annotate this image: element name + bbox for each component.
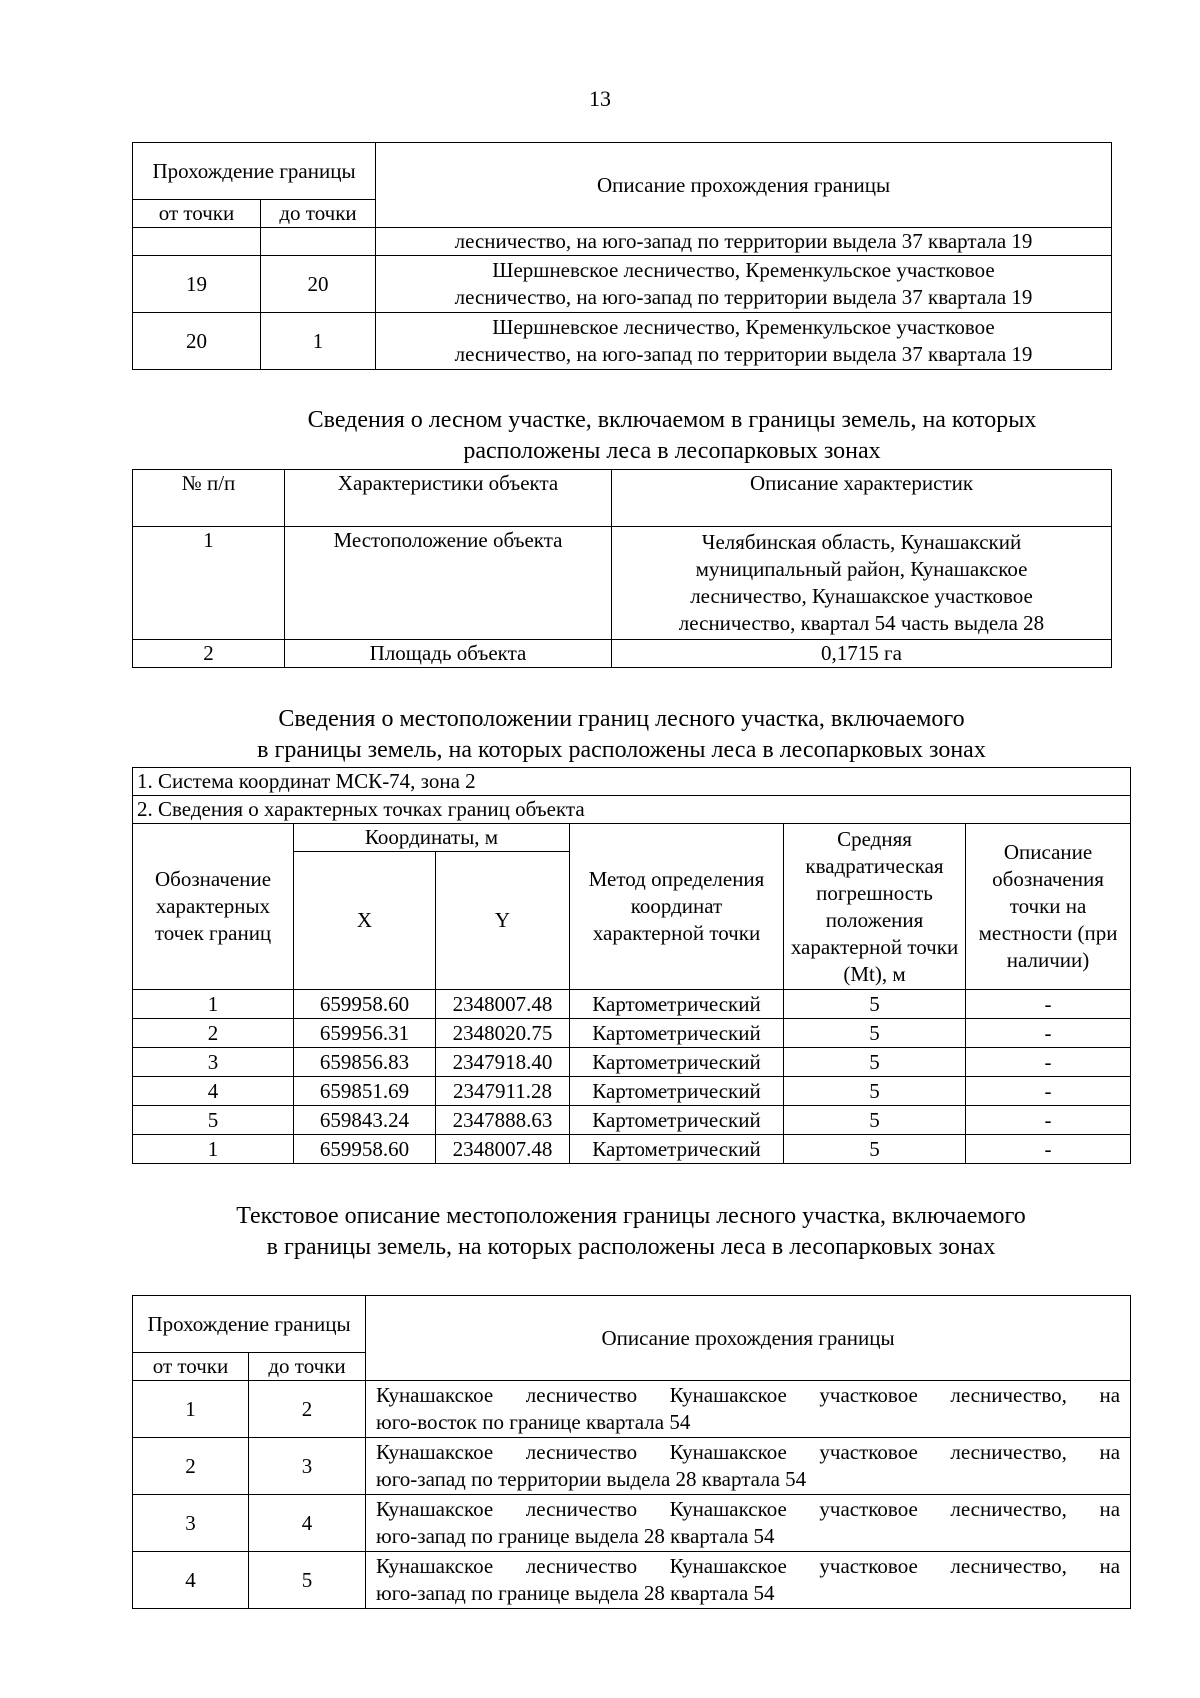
table-row: 4 659851.69 2347911.28 Картометрический 5 -: [133, 1077, 1131, 1106]
header-boundary-passage: Прохождение границы: [133, 143, 376, 200]
header-x: X: [294, 852, 436, 990]
table-row: 2 3 Кунашакское лесничество Кунашакское участковое лесничество, на юго-запад по территории выдела 28 квартала 54: [133, 1438, 1131, 1495]
row-description: Кунашакское лесничество Кунашакское участковое лесничество, на юго-запад по границе выдела 28 квартала 54: [366, 1552, 1131, 1609]
header-characteristics: Характеристики объекта: [285, 470, 612, 527]
header-to-point: до точки: [249, 1353, 366, 1381]
coordinates-table: [132, 767, 1131, 1164]
boundary-table-continued: [132, 142, 1112, 370]
boundary-description-table: [132, 1295, 1131, 1609]
table-row: 19 20 Шершневское лесничество, Кременкульское участковое лесничество, на юго-запад по территории выдела 37 квартала 19: [133, 256, 1112, 313]
table-row: 2 659956.31 2348020.75 Картометрический 5 -: [133, 1019, 1131, 1048]
header-method: Метод определения координат характерной точки: [570, 824, 784, 990]
header-designation: Обозначение характерных точек границ: [133, 824, 294, 990]
header-to-point: до точки: [261, 200, 376, 228]
table-row: 4 5 Кунашакское лесничество Кунашакское участковое лесничество, на юго-запад по границе выдела 28 квартала 54: [133, 1552, 1131, 1609]
table-row: 1 Местоположение объекта Челябинская область, Кунашакский муниципальный район, Кунашакское лесничество, Кунашакское участковое лесничество, квартал 54 часть выдела 28: [133, 527, 1112, 640]
points-info-title: 2. Сведения о характерных точках границ объекта: [133, 796, 1131, 824]
forest-plot-table: [132, 469, 1112, 668]
coordinate-system: 1. Система координат МСК-74, зона 2: [133, 768, 1131, 796]
table-row: 1 659958.60 2348007.48 Картометрический 5 -: [133, 1135, 1131, 1164]
header-description: Описание характеристик: [612, 470, 1112, 527]
header-from-point: от точки: [133, 1353, 249, 1381]
table-row: 3 659856.83 2347918.40 Картометрический 5 -: [133, 1048, 1131, 1077]
table-row: [133, 228, 1112, 256]
row-description: лесничество, на юго-запад по территории выдела 37 квартала 19: [376, 228, 1112, 256]
row-description: Кунашакское лесничество Кунашакское участковое лесничество, на юго-запад по границе выдела 28 квартала 54: [366, 1495, 1131, 1552]
header-boundary-passage: Прохождение границы: [133, 1296, 366, 1353]
header-boundary-description: Описание прохождения границы: [366, 1296, 1131, 1381]
row-description: Кунашакское лесничество Кунашакское участковое лесничество, на юго-восток по границе квартала 54: [366, 1381, 1131, 1438]
header-from-point: от точки: [133, 200, 261, 228]
header-y: Y: [436, 852, 570, 990]
row-description: Шершневское лесничество, Кременкульское участковое лесничество, на юго-запад по территории выдела 37 квартала 19: [376, 256, 1112, 313]
table-row: 1 659958.60 2348007.48 Картометрический 5 -: [133, 990, 1131, 1019]
section-title-boundary-location: Сведения о местоположении границ лесного участка, включаемого в границы земель, на которых расположены леса в лесопарковых зонах: [257, 706, 986, 763]
section-title-forest-plot: Сведения о лесном участке, включаемом в границы земель, на которых расположены леса в лесопарковых зонах: [307, 407, 1037, 464]
row-description: Кунашакское лесничество Кунашакское участковое лесничество, на юго-запад по территории выдела 28 квартала 54: [366, 1438, 1131, 1495]
section-title-text-description: Текстовое описание местоположения границы лесного участка, включаемого в границы земель, на которых расположены леса в лесопарковых зонах: [236, 1203, 1026, 1260]
table-row: 3 4 Кунашакское лесничество Кунашакское участковое лесничество, на юго-запад по границе выдела 28 квартала 54: [133, 1495, 1131, 1552]
header-boundary-description: Описание прохождения границы: [376, 143, 1112, 228]
header-number: № п/п: [133, 470, 285, 527]
header-location-description: Описание обозначения точки на местности (при наличии): [966, 824, 1131, 990]
page-number: 13: [589, 86, 611, 111]
header-coordinates: Координаты, м: [294, 824, 570, 852]
table-row: 1 2 Кунашакское лесничество Кунашакское участковое лесничество, на юго-восток по границе квартала 54: [133, 1381, 1131, 1438]
table-row: 20 1 Шершневское лесничество, Кременкульское участковое лесничество, на юго-запад по территории выдела 37 квартала 19: [133, 313, 1112, 370]
header-mean-error: Средняя квадратическая погрешность положения характерной точки (Mt), м: [784, 824, 966, 990]
table-row: 2 Площадь объекта 0,1715 га: [133, 640, 1112, 668]
table-row: 5 659843.24 2347888.63 Картометрический 5 -: [133, 1106, 1131, 1135]
row-description: Шершневское лесничество, Кременкульское участковое лесничество, на юго-запад по территории выдела 37 квартала 19: [376, 313, 1112, 370]
